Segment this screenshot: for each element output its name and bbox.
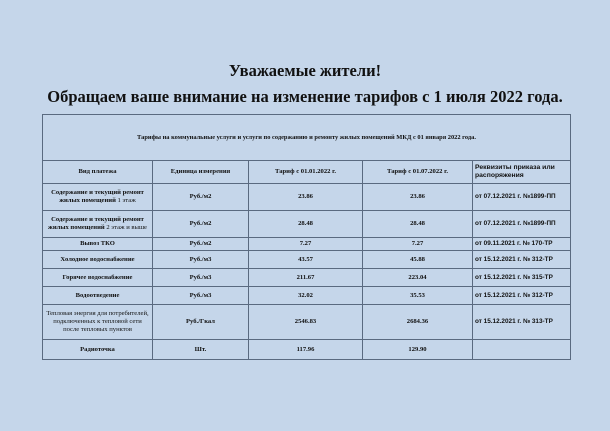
row-order: от 15.12.2021 г. № 315-ТР [473,269,571,287]
row-name: Водоотведение [43,287,153,305]
row-tariff-jan: 23.86 [249,184,363,211]
row-tariff-jul: 45.88 [363,251,473,269]
table-row [43,184,571,211]
row-tariff-jan: 28.48 [249,211,363,238]
header-payment-type: Вид платежа [43,161,153,184]
row-order: от 07.12.2021 г. №1899-ПП [473,211,571,238]
row-tariff-jul: 223.04 [363,269,473,287]
table-row [43,287,571,305]
row-tariff-jan: 43.57 [249,251,363,269]
row-name: Тепловая энергия для потребителей, подключенных к тепловой сети после тепловых пунктов [43,305,153,340]
row-tariff-jul: 7.27 [363,238,473,251]
row-name: Горячее водоснабжение [43,269,153,287]
table-row [43,340,571,360]
row-tariff-jul: 35.53 [363,287,473,305]
row-unit: Руб./м3 [153,287,249,305]
row-tariff-jul: 28.48 [363,211,473,238]
row-tariff-jan: 117.96 [249,340,363,360]
row-unit: Руб./м2 [153,238,249,251]
row-tariff-jan: 211.67 [249,269,363,287]
row-order: от 15.12.2021 г. № 313-ТР [473,305,571,340]
row-name: Холодное водоснабжение [43,251,153,269]
row-name: Вывоз ТКО [43,238,153,251]
row-tariff-jul: 23.86 [363,184,473,211]
table-row [43,238,571,251]
row-order: от 15.12.2021 г. № 312-ТР [473,287,571,305]
table-row [43,211,571,238]
tariff-table [42,114,571,360]
row-name: Содержание и текущий ремонт жилых помещений 2 этаж и выше [43,211,153,238]
notice-subheading: Обращаем ваше внимание на изменение тарифов с 1 июля 2022 года. [47,87,563,106]
header-tariff-jan: Тариф с 01.01.2022 г. [249,161,363,184]
row-unit: Шт. [153,340,249,360]
row-unit: Руб./м2 [153,184,249,211]
row-order [473,340,571,360]
row-tariff-jan: 32.02 [249,287,363,305]
row-name: Радиоточка [43,340,153,360]
table-caption: Тарифы на коммунальные услуги и услуги по содержанию и ремонту жилых помещений МКД с 01 января 2022 года. [43,115,571,161]
row-tariff-jan: 2546.83 [249,305,363,340]
row-unit: Руб./м2 [153,211,249,238]
table-row [43,305,571,340]
header-order-details: Реквизиты приказа или распоряжения [473,161,571,184]
row-order: от 07.12.2021 г. №1899-ПП [473,184,571,211]
row-unit: Руб./м3 [153,269,249,287]
table-row [43,269,571,287]
row-unit: Руб./м3 [153,251,249,269]
row-tariff-jul: 2684.36 [363,305,473,340]
row-unit: Руб./Гкал [153,305,249,340]
row-order: от 15.12.2021 г. № 312-ТР [473,251,571,269]
table-row [43,251,571,269]
header-unit: Единица измерения [153,161,249,184]
row-tariff-jan: 7.27 [249,238,363,251]
row-tariff-jul: 129.90 [363,340,473,360]
row-name: Содержание и текущий ремонт жилых помещений 1 этаж [43,184,153,211]
header-tariff-jul: Тариф с 01.07.2022 г. [363,161,473,184]
notice-heading: Уважаемые жители! [228,61,382,80]
row-order: от 09.11.2021 г. № 170-ТР [473,238,571,251]
